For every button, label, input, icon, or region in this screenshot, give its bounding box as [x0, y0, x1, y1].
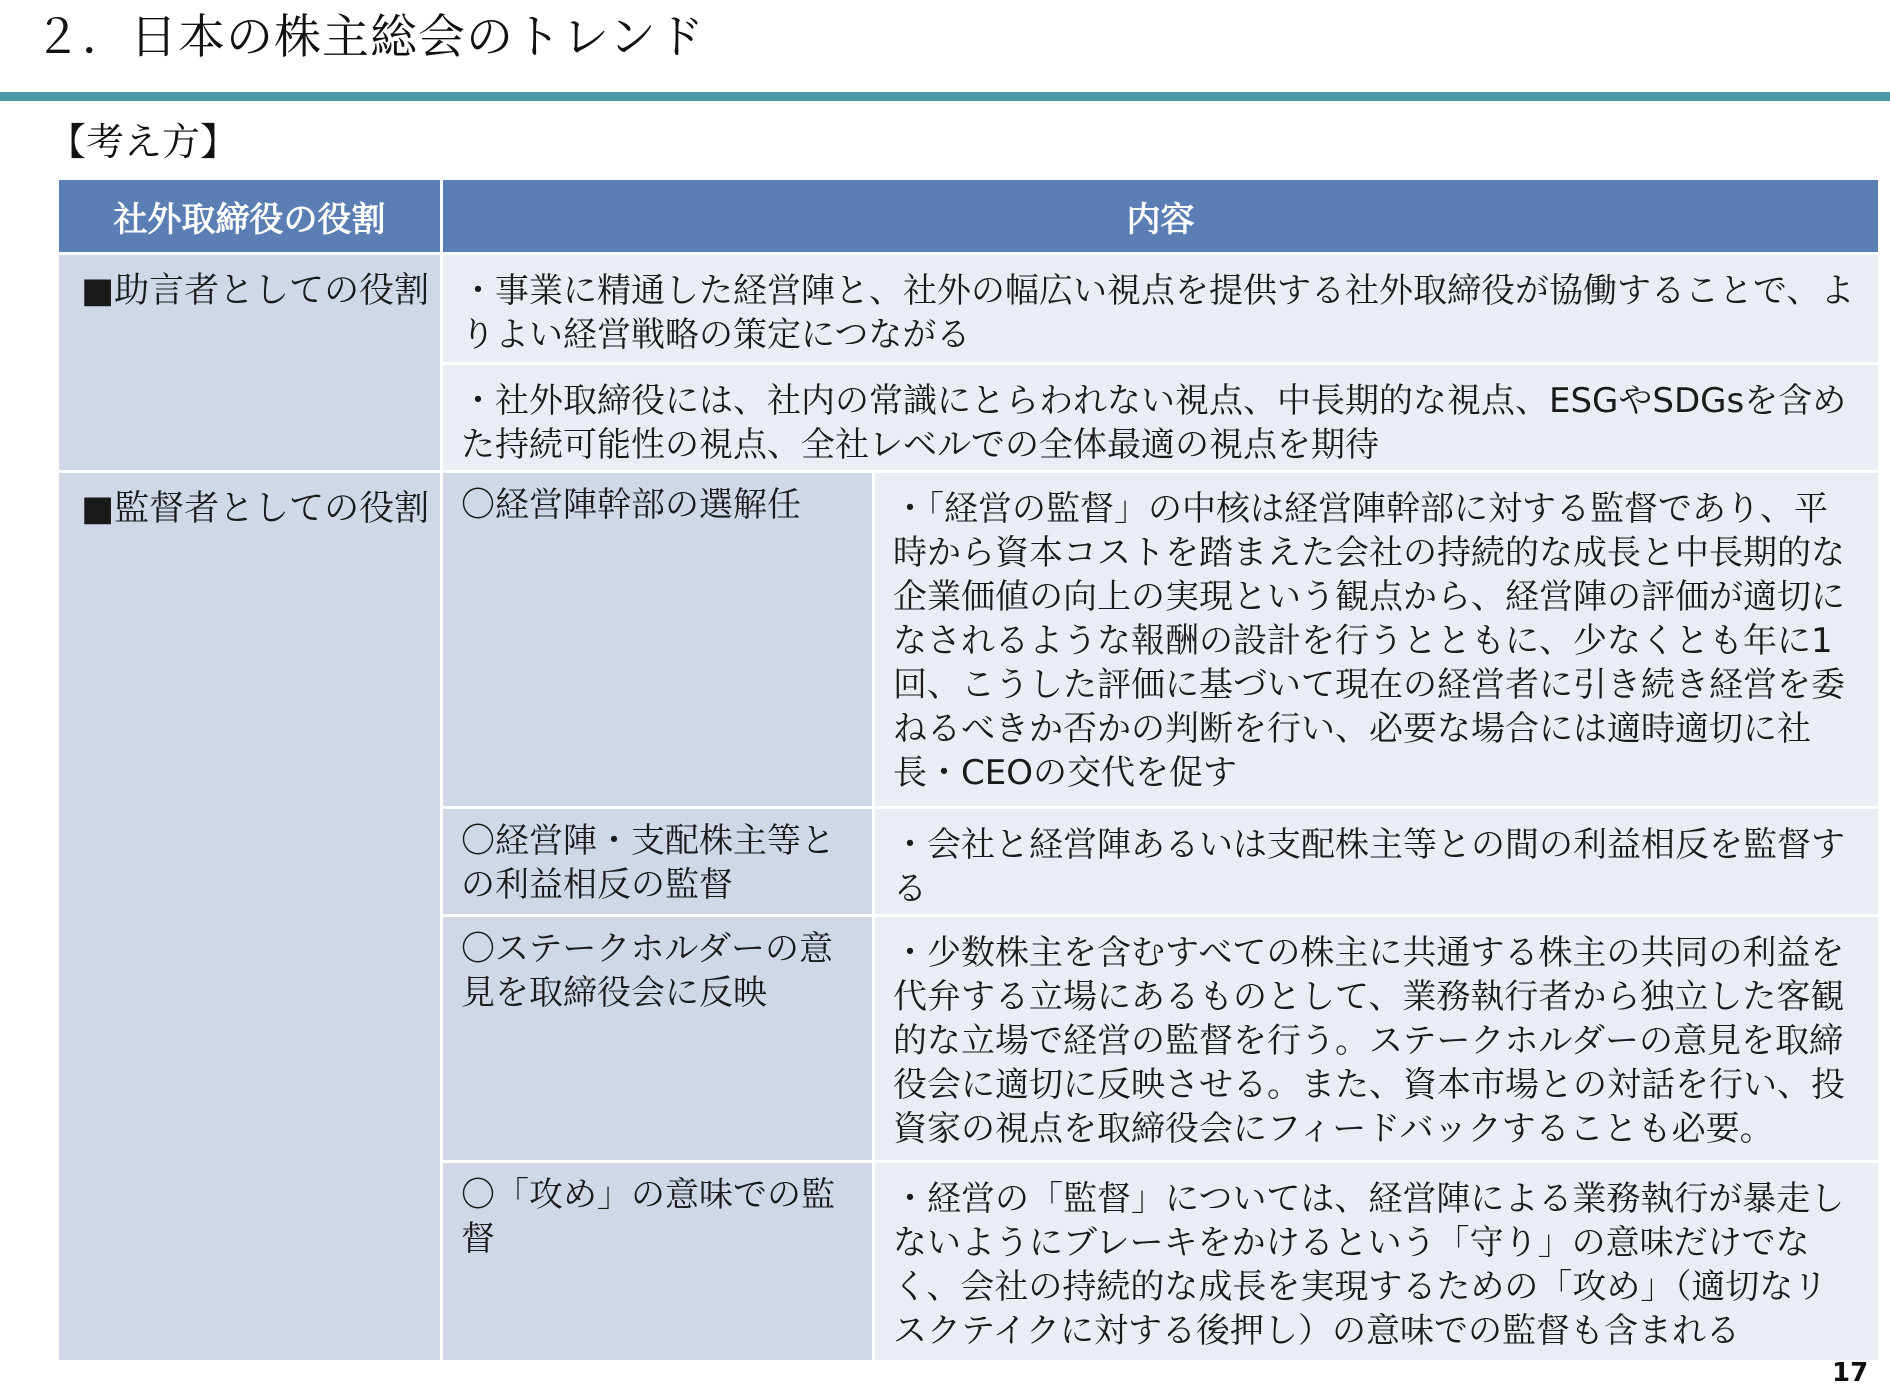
supervisor-text-1: ・「経営の監督」の中核は経営陣幹部に対する監督であり、平時から資本コストを踏まえた会社の持続的な成長と中長期的な企業価値の向上の実現という観点から、経営陣の評価が適切になされるような報酬の設計を行うとともに、少なくとも年に1回、こうした評価に基づいて現在の経営者に引き続き経営を委ねるべきか否かの判断を行い、必要な場合には適時適切に社長・CEOの交代を促す: [874, 472, 1880, 808]
header-content: 内容: [442, 179, 1880, 254]
supervisor-label-3: 〇ステークホルダーの意見を取締役会に反映: [442, 916, 874, 1162]
section-label: 【考え方】: [48, 120, 239, 164]
advisor-role-cell: ■助言者としての役割: [58, 254, 442, 472]
table-row: [58, 472, 1880, 808]
page-number: 17: [1832, 1358, 1869, 1388]
supervisor-label-2: 〇経営陣・支配株主等との利益相反の監督: [442, 808, 874, 916]
table-header-row: [58, 179, 1880, 254]
title-divider: [0, 92, 1890, 101]
supervisor-text-4: ・経営の「監督」については、経営陣による業務執行が暴走しないようにブレーキをかけるという「守り」の意味だけでなく、会社の持続的な成長を実現するための「攻め」（適切なリスクテイクに対する後押し）の意味での監督も含まれる: [874, 1162, 1880, 1362]
supervisor-role-cell: ■監督者としての役割: [58, 472, 442, 1362]
advisor-item-2: ・社外取締役には、社内の常識にとらわれない視点、中長期的な視点、ESGやSDGsを含めた持続可能性の視点、全社レベルでの全体最適の視点を期待: [442, 364, 1880, 472]
page-title: ２．日本の株主総会のトレンド: [34, 10, 705, 65]
supervisor-label-1: 〇経営陣幹部の選解任: [442, 472, 874, 808]
header-role: 社外取締役の役割: [58, 179, 442, 254]
roles-table: [56, 177, 1881, 1363]
advisor-item-1: ・事業に精通した経営陣と、社外の幅広い視点を提供する社外取締役が協働することで、よりよい経営戦略の策定につながる: [442, 254, 1880, 364]
table-row: [58, 254, 1880, 364]
supervisor-label-4: 〇「攻め」の意味での監督: [442, 1162, 874, 1362]
supervisor-text-3: ・少数株主を含むすべての株主に共通する株主の共同の利益を代弁する立場にあるものとして、業務執行者から独立した客観的な立場で経営の監督を行う。ステークホルダーの意見を取締役会に適切に反映させる。また、資本市場との対話を行い、投資家の視点を取締役会にフィードバックすることも必要。: [874, 916, 1880, 1162]
supervisor-text-2: ・会社と経営陣あるいは支配株主等との間の利益相反を監督する: [874, 808, 1880, 916]
